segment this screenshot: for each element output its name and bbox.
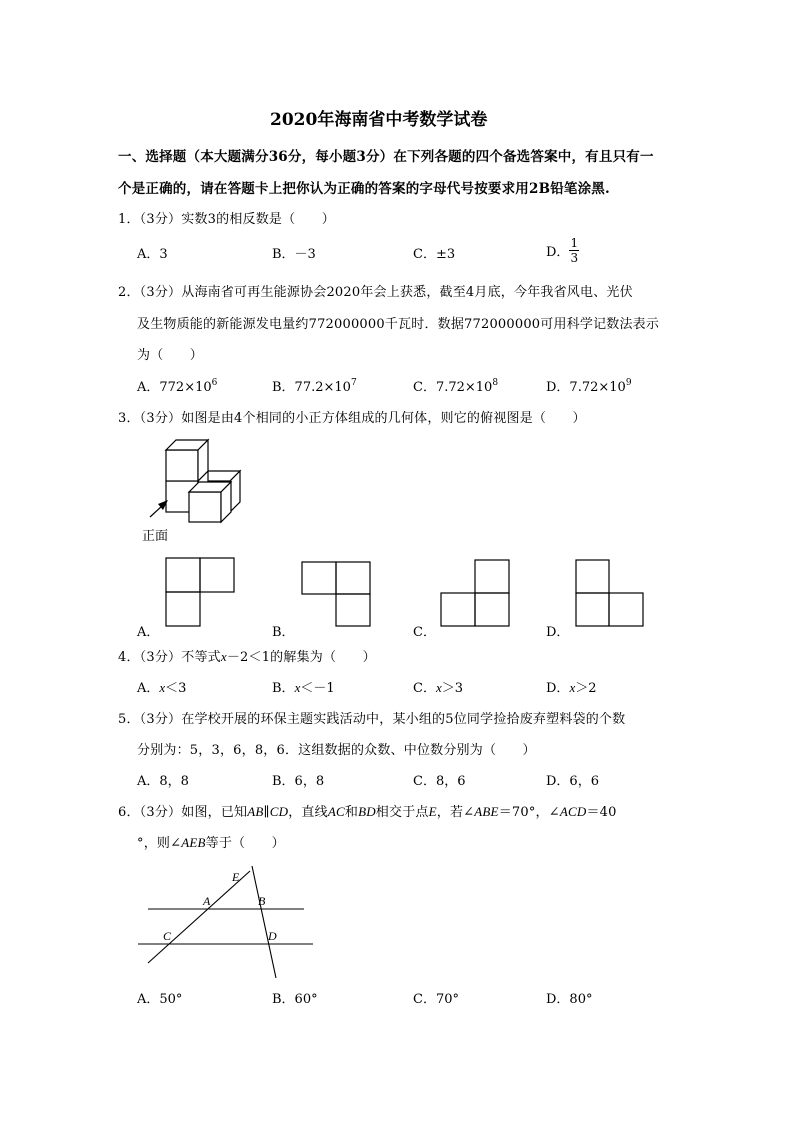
q4-c-var: x: [435, 680, 442, 695]
opt-c-square-3: [475, 593, 509, 626]
section-header-line2: 个是正确的，请在答题卡上把你认为正确的答案的字母代号按要求用2B铅笔涂黑.: [118, 181, 610, 197]
q6-ab: AB: [247, 804, 264, 819]
q1-fraction-numerator: 1: [570, 236, 579, 250]
q6-l1-c: 相交于点: [375, 805, 429, 820]
q2-option-a-base: A．772×10: [137, 380, 212, 395]
q2-line1: 2．（3分）从海南省可再生能源协会2020年会上获悉，截至4月底，今年我省风电、光伏: [118, 285, 633, 300]
opt-d-square-3: [609, 593, 643, 626]
q3-option-c: C．: [413, 625, 436, 640]
q2-line2: 及生物质能的新能源发电量约772000000千瓦时．数据772000000可用科学记数法表示: [137, 317, 660, 332]
q6-bd: BD: [358, 804, 376, 819]
q4-var: x: [220, 649, 227, 664]
section-header-line1: 一、选择题（本大题满分36分，每小题3分）在下列各题的四个备选答案中，有且只有一: [118, 149, 654, 165]
q5-option-a: A．8，8: [137, 774, 189, 789]
q4-a-prefix: A．: [137, 681, 160, 696]
q4-text-suffix: －2＜1的解集为（ ）: [226, 650, 376, 665]
q4-b-prefix: B．: [272, 681, 295, 696]
q3-text: 3．（3分）如图是由4个相同的小正方体组成的几何体，则它的俯视图是（ ）: [118, 411, 586, 426]
opt-d-square-1: [576, 560, 609, 593]
opt-a-square-1: [166, 558, 200, 592]
q6-option-c: C．70°: [413, 992, 459, 1007]
q4-c-prefix: C．: [413, 681, 436, 696]
q6-label-b: B: [258, 894, 266, 908]
q6-l1-e: ＝70°，∠: [498, 805, 560, 820]
q2-line3: 为（ ）: [137, 348, 204, 363]
q1-option-b: B．－3: [272, 247, 316, 262]
q4-option-b: [272, 677, 335, 696]
q6-option-d: D．80°: [546, 992, 593, 1007]
q6-label-d: D: [268, 929, 277, 943]
q6-l2-b: 等于（ ）: [205, 836, 285, 851]
q1-text: 1．（3分）实数3的相反数是（ ）: [118, 212, 335, 227]
q6-label-e: E: [232, 870, 240, 884]
q4-option-d: [546, 677, 597, 696]
q6-l2-a: °，则∠: [137, 836, 182, 851]
q5-line2: 分别为：5，3，6，8，6．这组数据的众数、中位数分别为（ ）: [137, 743, 536, 758]
q4-option-a: [137, 677, 186, 696]
q6-line1: [118, 801, 617, 820]
front-arrow-shaft: [150, 506, 162, 517]
q4-c-rest: ＞3: [441, 681, 464, 696]
q5-line1: 5．（3分）在学校开展的环保主题实践活动中，某小组的5位同学捡拾废弃塑料袋的个数: [118, 712, 626, 727]
page-title: 2020年海南省中考数学试卷: [270, 110, 488, 130]
q2-option-b-exp: 7: [350, 378, 357, 388]
q4-option-c: [413, 677, 463, 696]
q2-option-d-base: D．7.72×10: [546, 380, 626, 395]
q6-l1-d: ，若∠: [436, 805, 475, 820]
opt-a-square-3: [166, 592, 200, 626]
cube-top-front: [166, 450, 198, 481]
opt-c-square-1: [475, 560, 509, 593]
q3-option-a: A．: [137, 625, 160, 640]
q6-l1-f: ＝40: [586, 805, 617, 820]
opt-a-square-2: [200, 558, 234, 592]
q1-option-c: C．±3: [413, 247, 456, 262]
opt-d-square-2: [576, 593, 609, 626]
q6-acd: ACD: [559, 804, 587, 819]
q6-e: E: [428, 804, 437, 819]
q2-option-d-exp: 9: [625, 378, 632, 388]
q2-option-c-exp: 8: [492, 378, 499, 388]
q6-aeb: AEB: [181, 835, 206, 850]
q6-option-a: A．50°: [137, 992, 183, 1007]
q3-option-b: B．: [272, 625, 295, 640]
q6-and: 和: [344, 805, 359, 820]
q4-d-var: x: [569, 680, 576, 695]
q4-d-rest: ＞2: [575, 681, 597, 696]
cube-front-front: [189, 492, 221, 522]
q2-option-a-exp: 6: [211, 378, 218, 388]
q6-abe: ABE: [474, 804, 499, 819]
q4-a-rest: ＜3: [165, 681, 187, 696]
q6-ac: AC: [327, 804, 345, 819]
q1-option-a: A．3: [137, 247, 168, 262]
q5-option-b: B．6，8: [272, 774, 325, 789]
q4-d-prefix: D．: [546, 681, 570, 696]
q4-text-prefix: 4．（3分）不等式: [118, 650, 221, 665]
q6-line2: [137, 832, 285, 851]
q4-text: [118, 646, 376, 665]
q6-option-b: B．60°: [272, 992, 318, 1007]
q1-option-d-label: D．: [546, 245, 570, 260]
q4-b-rest: ＜－1: [300, 681, 335, 696]
q5-option-c: C．8，6: [413, 774, 466, 789]
q3-front-label: 正面: [142, 529, 169, 544]
q6-l1-a: 6．（3分）如图，已知: [118, 805, 248, 820]
opt-c-square-2: [441, 593, 475, 626]
q6-cd: CD: [269, 804, 289, 819]
q6-parallel: ∥: [263, 805, 270, 820]
opt-b-square-3: [336, 594, 370, 626]
q2-option-c-base: C．7.72×10: [413, 380, 493, 395]
q4-b-var: x: [294, 680, 301, 695]
q2-option-b-base: B．77.2×10: [272, 380, 351, 395]
q6-label-a: A: [203, 894, 211, 908]
q6-l1-b: ，直线: [288, 805, 328, 820]
q6-label-c: C: [163, 929, 172, 943]
opt-b-square-2: [336, 562, 370, 594]
q4-a-var: x: [159, 680, 166, 695]
q5-option-d: D．6，6: [546, 774, 599, 789]
q3-option-d: D．: [546, 625, 570, 640]
line-bd: [252, 866, 276, 978]
opt-b-square-1: [302, 562, 336, 594]
q1-fraction-denominator: 3: [570, 251, 579, 265]
